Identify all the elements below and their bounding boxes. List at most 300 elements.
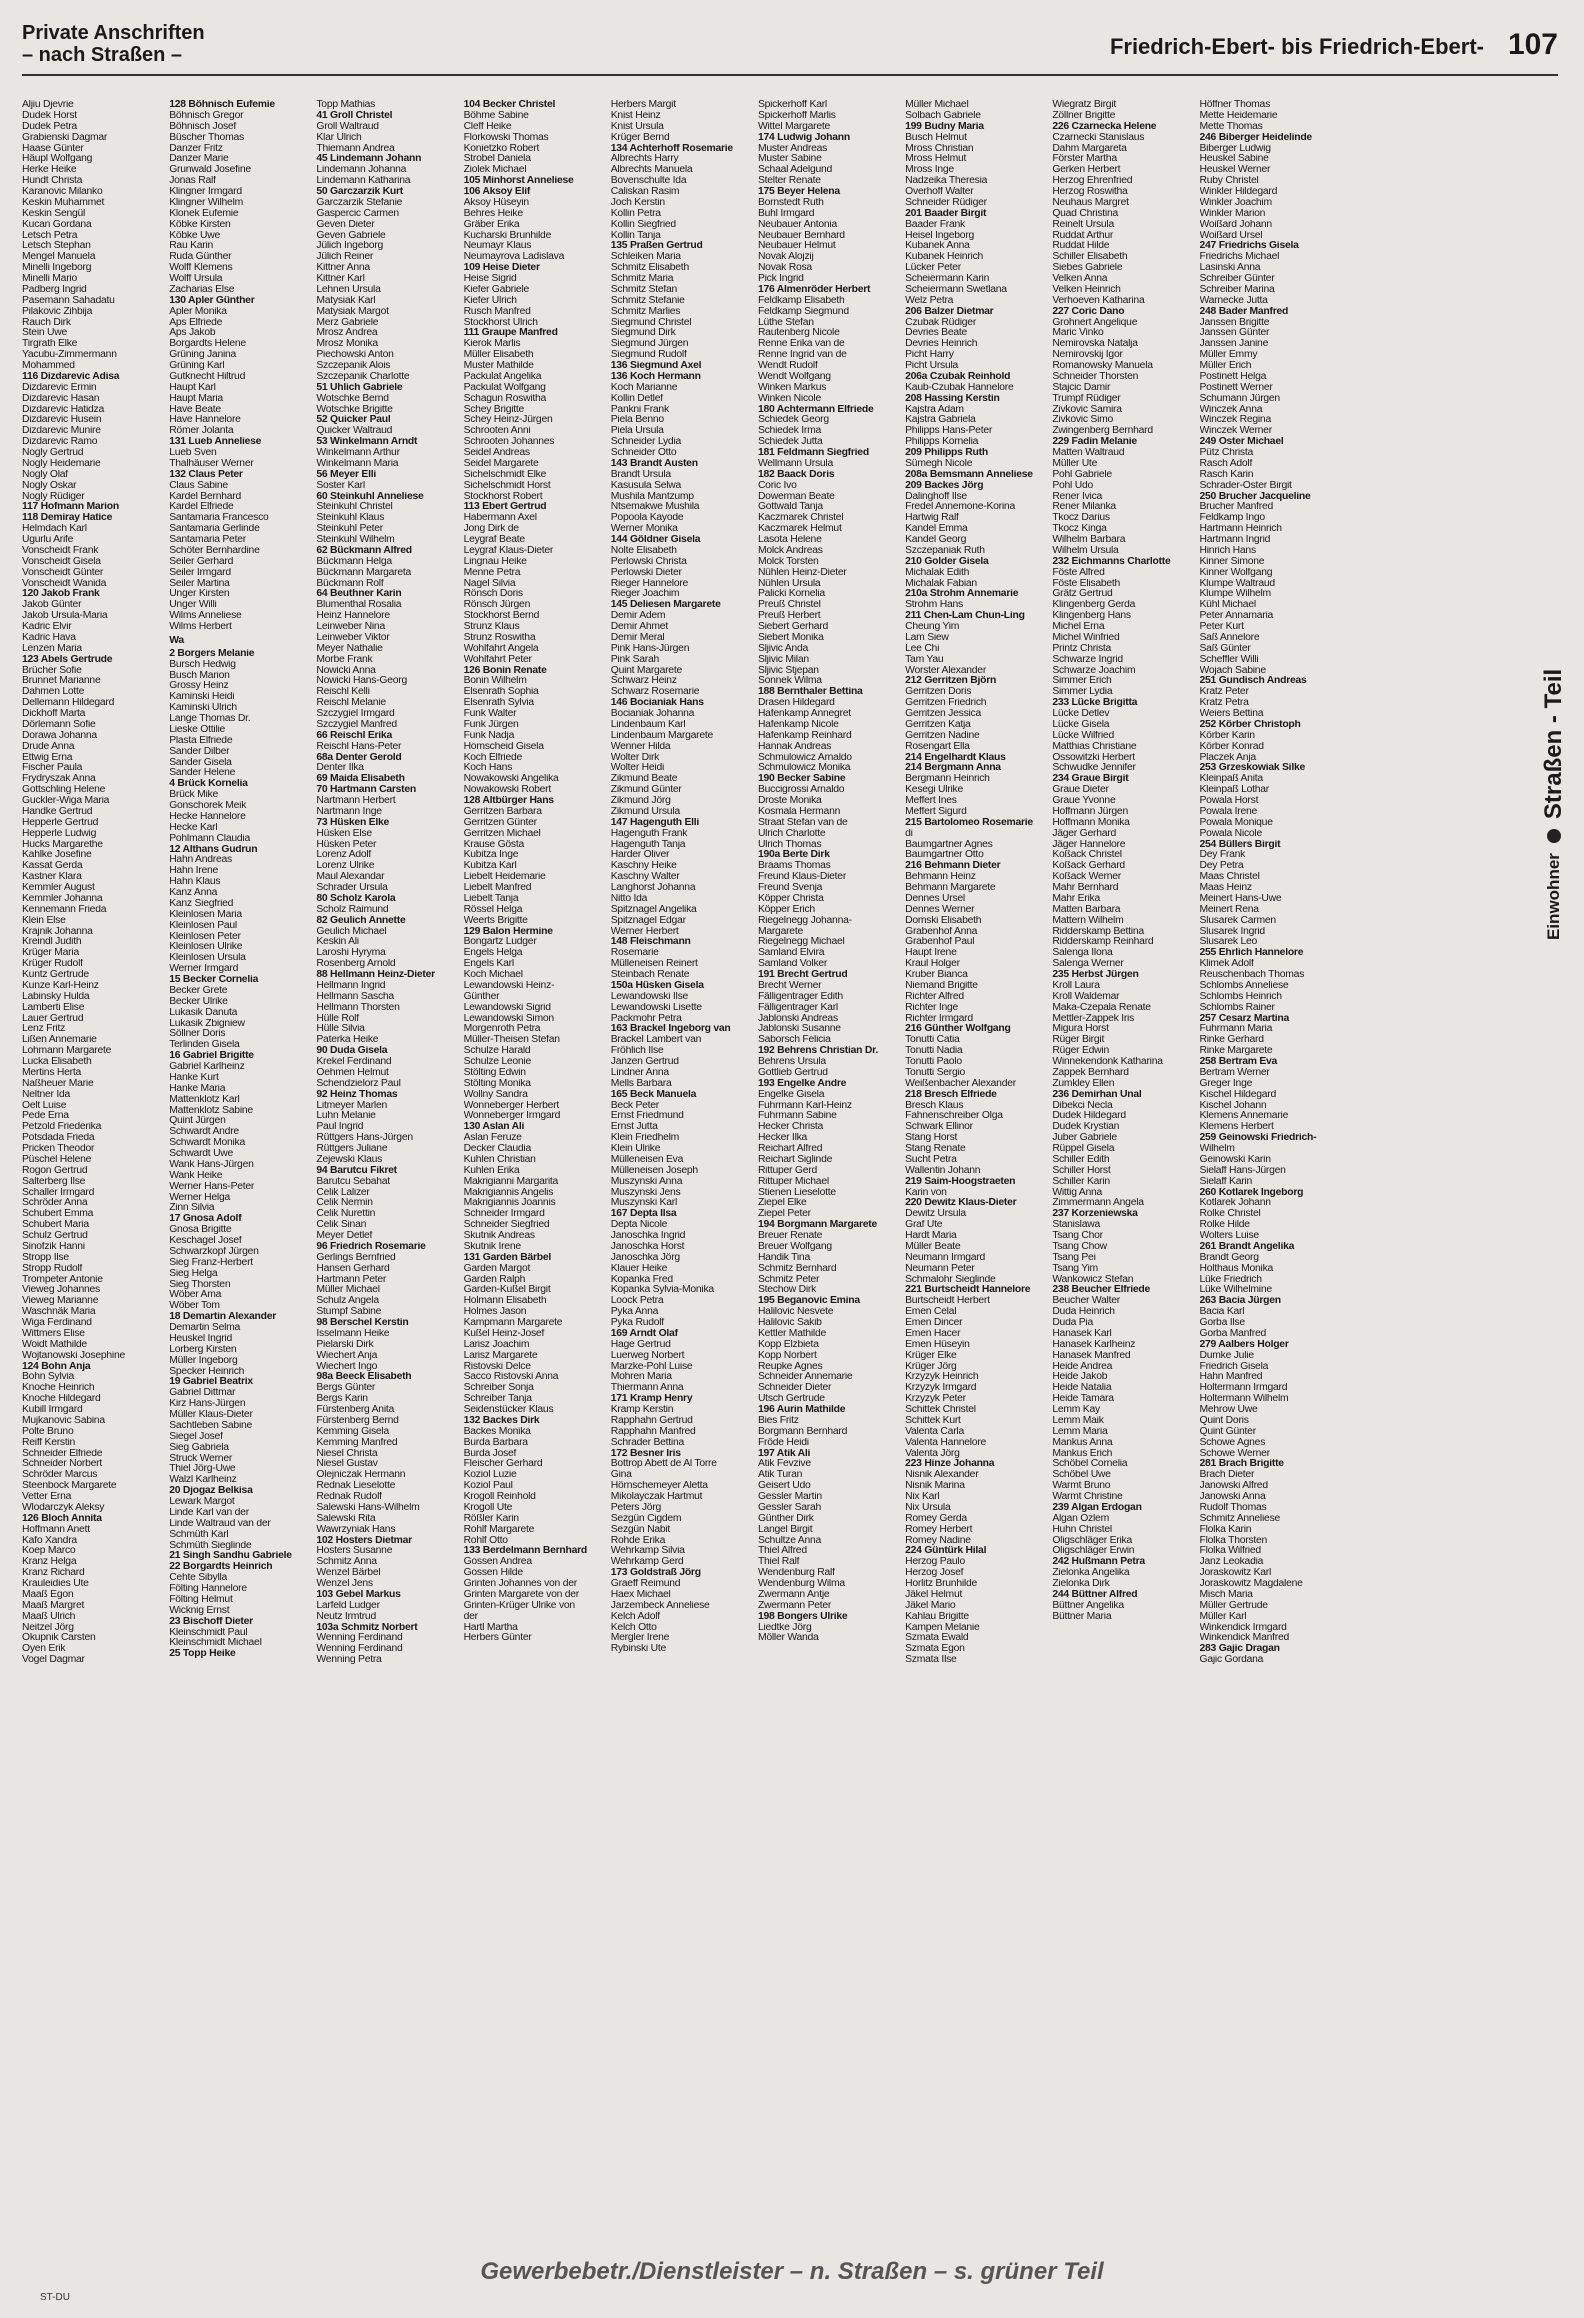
directory-entry: 210a Strohm Annemarie — [905, 589, 1019, 600]
directory-entry: Mülleneisen Reinert — [610, 959, 698, 970]
directory-entry: 4 Brück Kornelia — [169, 779, 248, 790]
directory-entry: Wonneberger Herbert — [463, 1100, 559, 1111]
directory-entry: Rogon Gertrud — [22, 1165, 88, 1176]
directory-entry: Woißard Ursel — [1199, 230, 1263, 241]
directory-entry: Wolters Luise — [1199, 1231, 1259, 1241]
directory-entry: Stropp Ilse — [22, 1252, 69, 1263]
directory-entry: Lehnen Ursula — [316, 284, 381, 295]
directory-entry: Kucan Gordana — [22, 219, 92, 230]
directory-entry: Flolka Karin — [1199, 1524, 1252, 1535]
directory-entry: Nartmann Herbert — [316, 796, 396, 806]
directory-entry: Siegel Josef — [169, 1431, 223, 1442]
directory-entry: Klingner Wilhelm — [169, 197, 244, 208]
directory-entry: Mushila Mantzump — [610, 491, 694, 502]
directory-entry: 223 Hinze Johanna — [905, 1459, 995, 1470]
directory-entry: Fölting Helmut — [169, 1594, 233, 1605]
directory-entry: Häupl Wolfgang — [22, 154, 93, 165]
directory-entry: Kardel Bernhard — [169, 491, 241, 502]
directory-entry: Schwardt Uwe — [169, 1149, 234, 1159]
directory-entry: Schmitz Elisabeth — [610, 263, 689, 274]
directory-entry: Gaspercic Carmen — [316, 208, 399, 219]
directory-entry: Szczepanik Charlotte — [316, 371, 410, 382]
directory-entry: Rapphahn Manfred — [610, 1426, 696, 1437]
directory-entry: Hülle Silvia — [316, 1024, 365, 1035]
directory-entry: 259 Geinowski Friedrich- — [1199, 1133, 1317, 1144]
directory-entry: Dey Petra — [1199, 861, 1244, 872]
directory-entry: Hahn Irene — [169, 866, 219, 877]
directory-entry: Mahr Erika — [1052, 893, 1100, 904]
directory-entry: Makrigianni Margarita — [463, 1176, 559, 1187]
directory-entry: Feldkamp Elisabeth — [757, 295, 845, 306]
directory-entry: Apler Monika — [169, 306, 227, 317]
directory-entry: Dörlemann Sofie — [22, 719, 96, 730]
directory-entry: Krüger Elke — [905, 1350, 957, 1361]
directory-entry: Spitznagel Angelika — [610, 904, 697, 915]
directory-entry: Schöbel Uwe — [1052, 1470, 1111, 1481]
directory-entry: Perlowski Dieter — [610, 567, 682, 578]
directory-entry: Zielonka Dirk — [1052, 1579, 1110, 1589]
directory-entry: Gerritzen Michael — [463, 828, 541, 839]
directory-entry: Lohmann Margarete — [22, 1046, 112, 1057]
directory-entry: 12 Althans Gudrun — [169, 844, 258, 855]
directory-entry: 88 Hellmann Heinz-Dieter — [316, 970, 435, 980]
directory-column — [22, 100, 169, 2255]
directory-entry: Rybinski Ute — [610, 1644, 666, 1655]
directory-entry: Hosters Susanne — [316, 1546, 393, 1557]
directory-entry: Isselmann Heike — [316, 1328, 390, 1339]
directory-entry: Krekel Ferdinand — [316, 1057, 392, 1067]
directory-entry: 174 Ludwig Johann — [757, 132, 850, 143]
directory-entry: Hage Gertrud — [610, 1339, 671, 1350]
directory-entry: Müller-Theisen Stefan — [463, 1035, 560, 1046]
directory-entry: Höffner Thomas — [1199, 100, 1271, 110]
directory-entry: Wehrkamp Gerd — [610, 1557, 684, 1568]
directory-entry: Siegmund Jürgen — [610, 339, 689, 350]
directory-entry: 258 Bertram Eva — [1199, 1057, 1278, 1067]
directory-entry: Dahm Margareta — [1052, 143, 1127, 154]
directory-entry: Fürstenberg Anita — [316, 1405, 395, 1415]
directory-entry: Wlodarczyk Aleksy — [22, 1502, 105, 1513]
directory-entry: Reiff Kerstin — [22, 1437, 76, 1448]
directory-entry: Knist Ursula — [610, 121, 664, 132]
directory-entry: Lücke Gisela — [1052, 719, 1110, 730]
directory-entry: Szczygiel Manfred — [316, 719, 397, 730]
directory-entry: Neubauer Bernhard — [757, 230, 845, 241]
directory-entry: Engelke Gisela — [757, 1089, 825, 1100]
directory-entry: Fuhrmann Karl-Heinz — [757, 1100, 852, 1111]
directory-entry: Gnosa Brigitte — [169, 1225, 232, 1236]
directory-entry: Stockhorst Ulrich — [463, 317, 538, 328]
directory-entry: Kußel Heinz-Josef — [463, 1328, 545, 1339]
directory-entry: Letsch Stephan — [22, 241, 91, 252]
directory-entry: Lücker Peter — [905, 263, 961, 274]
directory-entry: Steinkuhl Wilhelm — [316, 535, 395, 545]
directory-entry: Niemand Brigitte — [905, 980, 978, 991]
directory-entry: Büttner Maria — [1052, 1611, 1112, 1622]
directory-entry: 98a Beeck Elisabeth — [316, 1372, 412, 1383]
directory-entry: 229 Fadin Melanie — [1052, 437, 1137, 448]
directory-entry: Spitznagel Edgar — [610, 915, 686, 926]
directory-entry: Lewandowski Sigrid — [463, 1002, 551, 1013]
directory-entry: Bohn Sylvia — [22, 1372, 75, 1383]
directory-entry: Rüttgers Hans-Jürgen — [316, 1133, 413, 1144]
directory-entry: Quint Günter — [1199, 1426, 1256, 1437]
directory-entry: Kleinlosen Ulrike — [169, 942, 243, 953]
directory-entry: Hecker Ilka — [757, 1133, 808, 1144]
directory-entry: Schleiken Maria — [610, 252, 681, 263]
directory-entry: Muszynski Anna — [610, 1176, 683, 1187]
directory-entry: Rau Karin — [169, 241, 214, 252]
directory-entry: Hanke Maria — [169, 1083, 226, 1094]
directory-entry: Lenz Fritz — [22, 1024, 66, 1035]
directory-entry: Seidel Margarete — [463, 458, 539, 469]
directory-entry: Zöllner Brigitte — [1052, 110, 1116, 121]
directory-entry: Schmitz Bernhard — [757, 1263, 837, 1274]
directory-entry: Föste Alfred — [1052, 567, 1105, 578]
directory-entry: 60 Steinkuhl Anneliese — [316, 491, 424, 502]
directory-entry: Neubauer Antonia — [757, 219, 838, 230]
directory-entry: Matten Barbara — [1052, 904, 1121, 915]
directory-entry: Vieweg Marianne — [22, 1296, 99, 1307]
directory-entry: Winczek Werner — [1199, 426, 1272, 437]
directory-entry: Gabriel Karlheinz — [169, 1062, 245, 1072]
directory-entry: Schiedek Jutta — [757, 437, 823, 448]
directory-entry: 45 Lindemann Johann — [316, 154, 422, 165]
directory-entry: Janoschka Horst — [610, 1241, 685, 1252]
directory-entry: Pütz Christa — [1199, 448, 1254, 458]
directory-entry: Muster Andreas — [757, 143, 828, 154]
directory-entry: Muszynski Karl — [610, 1198, 678, 1209]
directory-entry: 136 Koch Hermann — [610, 371, 701, 382]
directory-entry: Wenning Petra — [316, 1655, 382, 1666]
directory-entry: Schubert Maria — [22, 1220, 89, 1231]
directory-entry: Dennes Werner — [905, 904, 975, 915]
directory-entry: 190 Becker Sabine — [757, 774, 846, 785]
directory-entry: Kollin Siegfried — [610, 219, 676, 230]
directory-entry: 214 Bergmann Anna — [905, 763, 1001, 774]
directory-entry: Hoffmann Jürgen — [1052, 806, 1128, 817]
directory-entry: Rautenberg Nicole — [757, 328, 840, 339]
directory-entry: Yacubu-Zimmermann — [22, 350, 117, 361]
directory-entry: 233 Lücke Brigitta — [1052, 698, 1138, 709]
directory-entry: Brecht Werner — [757, 980, 822, 991]
directory-entry: Schneider Annemarie — [757, 1372, 853, 1383]
directory-entry: Santamaria Gerlinde — [169, 524, 260, 535]
directory-entry: Tonutti Catia — [905, 1035, 960, 1046]
directory-entry: Reischl Melanie — [316, 698, 386, 709]
directory-entry: Maas Heinz — [1199, 883, 1252, 893]
directory-entry: Sander Helene — [169, 768, 236, 779]
directory-entry: 244 Büttner Alfred — [1052, 1589, 1138, 1600]
directory-entry: 257 Cesarz Martina — [1199, 1013, 1289, 1024]
directory-entry: Ziolek Michael — [463, 165, 527, 176]
directory-entry: Lißen Annemarie — [22, 1035, 97, 1046]
directory-entry: Kennemann Frieda — [22, 904, 107, 915]
directory-entry: Kubitza Karl — [463, 861, 517, 872]
directory-entry: Lucka Elisabeth — [22, 1057, 92, 1067]
directory-entry: Mrosz Monika — [316, 339, 378, 350]
directory-entry: Preuß Christel — [757, 600, 821, 611]
directory-entry: Jäkel Mario — [905, 1600, 956, 1611]
directory-entry: Szmata Ilse — [905, 1655, 957, 1666]
directory-entry: Dudek Krystian — [1052, 1122, 1120, 1133]
directory-entry: Michalak Edith — [905, 567, 970, 578]
directory-entry: Koch Hans — [463, 763, 513, 774]
directory-entry: Duda Heinrich — [1052, 1307, 1115, 1318]
directory-entry: Beck Peter — [610, 1100, 659, 1111]
directory-entry: Winkelmann Maria — [316, 458, 399, 469]
directory-entry: Dudek Hildegard — [1052, 1111, 1126, 1122]
directory-entry: Simmer Lydia — [1052, 687, 1113, 698]
directory-column — [758, 100, 905, 2255]
directory-entry: Nogly Olaf — [22, 469, 68, 480]
directory-entry: Hafenkamp Annegret — [757, 709, 851, 719]
directory-entry: Zacharias Else — [169, 284, 235, 295]
directory-entry: Stechow Dirk — [757, 1285, 817, 1296]
directory-entry: Zejewski Klaus — [316, 1154, 383, 1165]
directory-entry: Schneider Rüdiger — [905, 197, 987, 208]
directory-entry: Buhl Irmgard — [757, 208, 815, 219]
directory-entry: Schulze Leonie — [463, 1057, 532, 1067]
directory-entry: Hartwig Ralf — [905, 513, 959, 524]
directory-entry: Rolke Christel — [1199, 1209, 1261, 1220]
directory-entry: Zimmermann Angela — [1052, 1198, 1144, 1209]
directory-entry: Hahn Klaus — [169, 877, 221, 888]
directory-entry: Kittner Karl — [316, 274, 365, 284]
directory-entry: Scheffler Willi — [1199, 654, 1259, 665]
directory-entry: Rasch Karin — [1199, 469, 1254, 480]
directory-entry: Heide Andrea — [1052, 1361, 1113, 1372]
directory-entry: Joraskowitz Magdalene — [1199, 1579, 1303, 1589]
directory-entry: Gessler Martin — [757, 1492, 822, 1502]
directory-entry: Grinten Johannes von der — [463, 1579, 577, 1589]
directory-entry: Siegmund Dirk — [610, 328, 676, 339]
directory-entry: 216 Günther Wolfgang — [905, 1024, 1011, 1035]
directory-entry: Funk Walter — [463, 709, 517, 719]
directory-entry: Woißard Johann — [1199, 219, 1272, 230]
directory-entry: 17 Gnosa Adolf — [169, 1214, 242, 1225]
directory-entry: Schittek Christel — [905, 1405, 976, 1415]
directory-entry: Merz Gabriele — [316, 317, 379, 328]
directory-entry: 111 Graupe Manfred — [463, 328, 558, 339]
directory-entry: 226 Czarnecka Helene — [1052, 121, 1157, 132]
directory-entry: Salterberg Ilse — [22, 1176, 86, 1187]
directory-entry: Wiga Ferdinand — [22, 1318, 92, 1328]
directory-entry: Wendenburg Wilma — [757, 1579, 845, 1589]
directory-entry: Sümegh Nicole — [905, 458, 973, 469]
directory-entry: 242 Hußmann Petra — [1052, 1557, 1145, 1568]
directory-entry: Dowerman Beate — [757, 491, 835, 502]
directory-entry: Gerritzen Friedrich — [905, 698, 987, 709]
directory-entry: Brandt Ursula — [610, 469, 671, 480]
directory-entry: Celik Lalizer — [316, 1187, 370, 1198]
directory-entry: Luhn Melanie — [316, 1111, 376, 1122]
directory-entry: Michalak Fabian — [905, 578, 977, 589]
directory-entry: Gina — [610, 1470, 632, 1481]
directory-entry: Fröde Heidi — [757, 1437, 809, 1448]
directory-entry: Matten Waltraud — [1052, 448, 1125, 458]
directory-entry: Kleinlosen Maria — [169, 909, 242, 920]
directory-entry: Molck Andreas — [757, 545, 823, 556]
directory-entry: Behmann Heinz — [905, 872, 976, 883]
directory-entry: Schreiber Sonja — [463, 1383, 534, 1394]
directory-entry: Schwardt Monika — [169, 1138, 246, 1149]
directory-entry: Zwermann Antje — [757, 1589, 830, 1600]
directory-entry: Becker Grete — [169, 985, 228, 996]
directory-entry: Lasinski Anna — [1199, 263, 1261, 274]
directory-entry: Winnekendonk Katharina — [1052, 1057, 1163, 1067]
directory-entry: Wenzel Bärbel — [316, 1568, 381, 1579]
directory-entry: Kinner Simone — [1199, 556, 1265, 567]
directory-entry: Behmann Margarete — [905, 883, 996, 893]
directory-entry: Preuß Herbert — [757, 611, 821, 622]
directory-entry: Emen Dincer — [905, 1318, 963, 1328]
directory-entry: Neumayr Klaus — [463, 241, 532, 252]
directory-entry: Pankni Frank — [610, 404, 669, 415]
directory-entry: Mrosz Andrea — [316, 328, 378, 339]
directory-entry: Hahn Andreas — [169, 855, 232, 866]
directory-entry: Ettwig Erna — [22, 752, 73, 763]
directory-entry: Lange Thomas Dr. — [169, 714, 251, 724]
directory-entry: Kirz Hans-Jürgen — [169, 1399, 246, 1410]
directory-entry: Reischl Kelli — [316, 687, 370, 698]
directory-entry: Schmüth Karl — [169, 1529, 229, 1540]
directory-entry: Wendenburg Ralf — [757, 1568, 835, 1579]
directory-entry: Herzog Paulo — [905, 1557, 965, 1568]
directory-entry: Renne Erika van de — [757, 339, 845, 350]
directory-entry: Seiler Irmgard — [169, 567, 231, 578]
directory-entry: Peter Annamaria — [1199, 611, 1274, 622]
directory-entry: Wenzel Jens — [316, 1579, 373, 1589]
directory-entry: Sljivic Stjepan — [757, 665, 819, 676]
directory-entry: Koch Elfriede — [463, 752, 523, 763]
directory-entry: Celik Nurettin — [316, 1209, 376, 1220]
directory-entry: Skutnik Irene — [463, 1241, 521, 1252]
directory-entry: Gorba Ilse — [1199, 1318, 1245, 1328]
directory-entry: Krogoll Reinhold — [463, 1492, 536, 1502]
directory-entry: Ernst Jutta — [610, 1122, 658, 1133]
directory-entry: Kopanka Fred — [610, 1274, 673, 1285]
directory-entry: Wotschke Bernd — [316, 393, 389, 404]
directory-entry: Dey Frank — [1199, 850, 1246, 861]
directory-entry: Gottschling Helene — [22, 785, 106, 796]
directory-entry: Gajic Gordana — [1199, 1655, 1264, 1666]
directory-entry: Heide Tamara — [1052, 1394, 1114, 1405]
directory-entry: Wöber Ama — [169, 1290, 222, 1301]
directory-entry: Nagel Silvia — [463, 578, 516, 589]
directory-entry: Kischel Johann — [1199, 1100, 1267, 1111]
header-left-title — [22, 22, 205, 66]
directory-entry: Demartin Selma — [169, 1323, 241, 1333]
directory-entry: Specker Heinrich — [169, 1366, 245, 1377]
directory-entry: Vieweg Johannes — [22, 1285, 100, 1296]
directory-entry: Rittuper Gerd — [757, 1165, 817, 1176]
directory-entry: Unger Kirsten — [169, 589, 230, 600]
directory-entry: Pyka Rudolf — [610, 1318, 664, 1328]
directory-entry: 251 Gundisch Andreas — [1199, 676, 1307, 687]
directory-entry: Thalhäuser Werner — [169, 458, 254, 469]
directory-entry: Fröhlich Ilse — [610, 1046, 664, 1057]
directory-entry: 197 Atik Ali — [757, 1448, 811, 1459]
directory-entry: 216 Behmann Dieter — [905, 861, 1001, 872]
directory-entry: Gossen Andrea — [463, 1557, 532, 1568]
directory-entry: Kaub-Czubak Hannelore — [905, 382, 1014, 393]
directory-entry: Schey Brigitte — [463, 404, 525, 415]
directory-entry: Bonin Wilhelm — [463, 676, 527, 687]
directory-entry: Friedrichs Michael — [1199, 252, 1280, 263]
directory-entry: Sieg Franz-Herbert — [169, 1257, 253, 1268]
directory-entry: 128 Böhnisch Eufemie — [169, 100, 275, 110]
directory-entry: Lukasik Danuta — [169, 1007, 238, 1018]
directory-entry: Celik Nermin — [316, 1198, 373, 1209]
directory-column — [316, 100, 463, 2255]
directory-entry: Braams Thomas — [757, 861, 831, 872]
directory-entry: Busch Helmut — [905, 132, 967, 143]
directory-entry: Quint Jürgen — [169, 1116, 226, 1127]
directory-entry: Emen Celal — [905, 1307, 957, 1318]
directory-entry: Müller Michael — [316, 1285, 380, 1296]
directory-entry: Rusch Manfred — [463, 306, 531, 317]
directory-entry: Geinowski Karin — [1199, 1154, 1271, 1165]
directory-entry: Kucharski Brunhilde — [463, 230, 552, 241]
directory-entry: Cehte Sibylla — [169, 1573, 228, 1584]
directory-entry: Koch Marianne — [610, 382, 678, 393]
directory-entry: Rüppel Gisela — [1052, 1144, 1115, 1154]
directory-entry: 70 Hartmann Carsten — [316, 785, 416, 796]
directory-entry: Soster Karl — [316, 480, 365, 491]
directory-entry: Fuhrmann Sabine — [757, 1111, 837, 1122]
directory-entry: 212 Gerritzen Björn — [905, 676, 997, 687]
directory-entry: Dudek Horst — [22, 110, 77, 121]
directory-entry: Wankowicz Stefan — [1052, 1274, 1134, 1285]
directory-entry: Stölting Edwin — [463, 1067, 526, 1078]
directory-entry: Freund Klaus-Dieter — [757, 872, 847, 883]
directory-entry: Stienen Lieselotte — [757, 1187, 836, 1198]
directory-entry: 144 Göldner Gisela — [610, 535, 701, 545]
directory-entry: Krüger Jörg — [905, 1361, 957, 1372]
directory-entry: Rauch Dirk — [22, 317, 71, 328]
directory-entry: Demir Meral — [610, 632, 665, 643]
directory-entry: 208 Hassing Kerstin — [905, 393, 1000, 404]
directory-entry: Burtscheidt Herbert — [905, 1296, 990, 1307]
directory-entry: Wonneberger Irmgard — [463, 1111, 561, 1122]
directory-entry: Luerweg Norbert — [610, 1350, 685, 1361]
directory-entry: 209 Philipps Ruth — [905, 448, 988, 458]
directory-entry: Grätz Gertrud — [1052, 589, 1113, 600]
directory-entry: Reichart Siglinde — [757, 1154, 833, 1165]
directory-entry: Schrader Bettina — [610, 1437, 685, 1448]
directory-entry: 261 Brandt Angelika — [1199, 1241, 1295, 1252]
directory-entry: Stockhorst Bernd — [463, 611, 540, 622]
directory-entry: Heuskel Sabine — [1199, 154, 1269, 165]
directory-entry: Pink Sarah — [610, 654, 660, 665]
directory-entry: Riegelnegg Johanna- — [757, 915, 852, 926]
directory-entry: Wenner Hilda — [610, 741, 671, 752]
directory-entry: Danzer Fritz — [169, 143, 223, 154]
directory-entry: Bergs Karin — [316, 1394, 368, 1405]
directory-entry: Beucher Walter — [1052, 1296, 1120, 1307]
directory-entry: Philipps Hans-Peter — [905, 426, 993, 437]
directory-entry: Lindner Anna — [610, 1067, 669, 1078]
directory-entry: Wittig Anna — [1052, 1187, 1103, 1198]
directory-entry: Terlinden Gisela — [169, 1040, 240, 1051]
directory-entry: 214 Engelhardt Klaus — [905, 752, 1006, 763]
directory-entry: Wolter Dirk — [610, 752, 660, 763]
directory-entry: 196 Aurin Mathilde — [757, 1405, 846, 1415]
directory-entry: 201 Baader Birgit — [905, 208, 987, 219]
directory-entry: 62 Bückmann Alfred — [316, 545, 412, 556]
directory-entry: Ossowitzki Herbert — [1052, 752, 1135, 763]
